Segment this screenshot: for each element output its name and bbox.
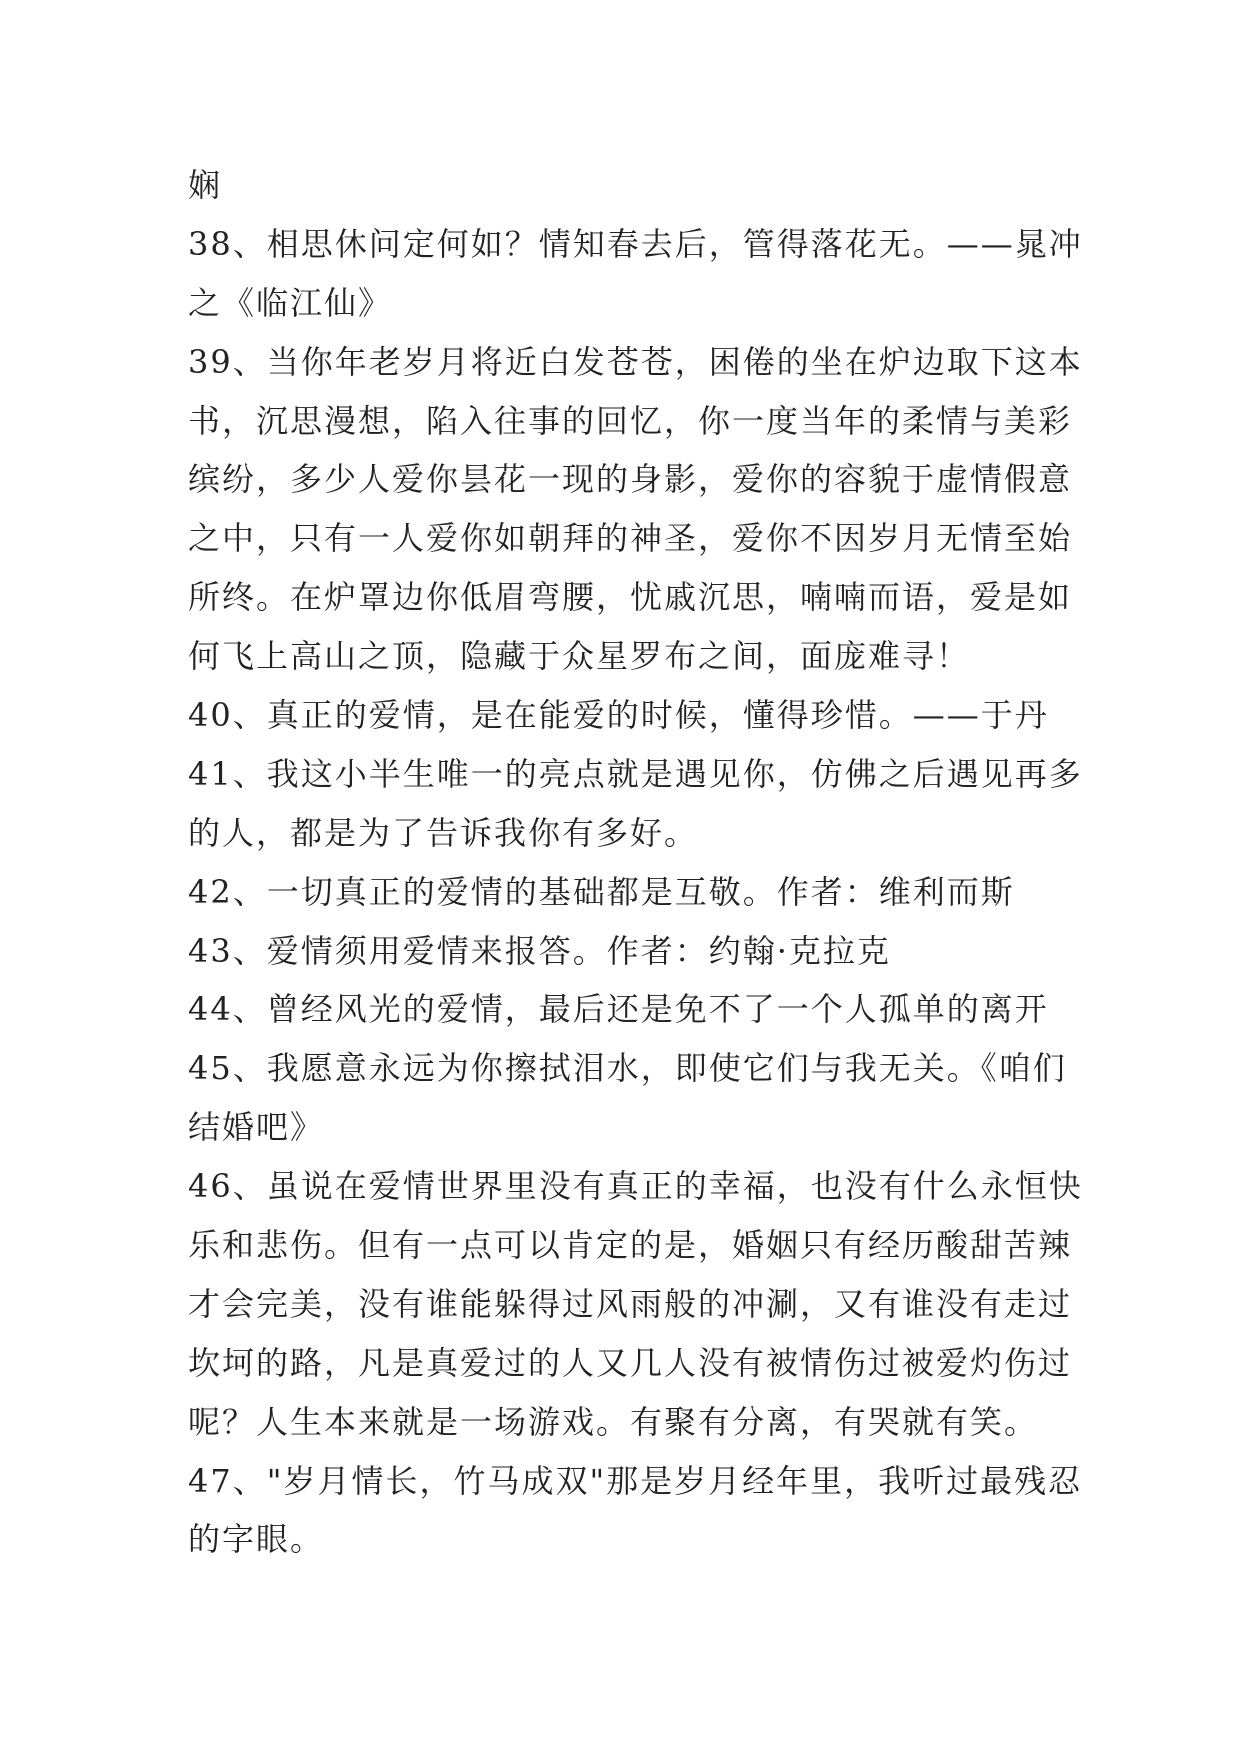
text-line: 何飞上高山之顶，隐藏于众星罗布之间，面庞难寻！ xyxy=(188,637,971,676)
text-line: 呢？人生本来就是一场游戏。有聚有分离，有哭就有笑。 xyxy=(188,1402,1039,1441)
text-line: 42、一切真正的爱情的基础都是互敬。作者：维利而斯 xyxy=(188,872,1015,911)
text-line: 38、相思休问定何如？情知春去后，管得落花无。——晁冲 xyxy=(188,224,1083,263)
text-line: 之中，只有一人爱你如朝拜的神圣，爱你不因岁月无情至始 xyxy=(188,519,1073,558)
text-line: 46、虽说在爱情世界里没有真正的幸福，也没有什么永恒快 xyxy=(188,1167,1083,1206)
text-line: 结婚吧》 xyxy=(188,1108,325,1147)
text-line: 娴 xyxy=(188,166,223,204)
text-line: 的字眼。 xyxy=(188,1520,325,1559)
text-line: 坎坷的路，凡是真爱过的人又几人没有被情伤过被爱灼伤过 xyxy=(188,1343,1073,1382)
text-line: 43、爱情须用爱情来报答。作者：约翰·克拉克 xyxy=(188,931,891,970)
text-line: 所终。在炉罩边你低眉弯腰，忧戚沉思，喃喃而语，爱是如 xyxy=(188,578,1073,617)
text-line: 的人，都是为了告诉我你有多好。 xyxy=(188,813,699,852)
text-line: 之《临江仙》 xyxy=(188,283,393,322)
text-line: 44、曾经风光的爱情，最后还是免不了一个人孤单的离开 xyxy=(188,990,1049,1029)
document-body xyxy=(188,156,1083,1569)
text-line: 39、当你年老岁月将近白发苍苍，困倦的坐在炉边取下这本 xyxy=(188,342,1083,381)
text-line: 书，沉思漫想，陷入往事的回忆，你一度当年的柔情与美彩 xyxy=(188,401,1073,440)
text-line: 47、"岁月情长，竹马成双"那是岁月经年里，我听过最残忍 xyxy=(188,1461,1083,1500)
text-line: 40、真正的爱情，是在能爱的时候，懂得珍惜。——于丹 xyxy=(188,696,1049,735)
text-line: 才会完美，没有谁能躲得过风雨般的冲涮，又有谁没有走过 xyxy=(188,1284,1073,1323)
text-line: 45、我愿意永远为你擦拭泪水，即使它们与我无关。《咱们 xyxy=(188,1049,1067,1088)
text-line: 41、我这小半生唯一的亮点就是遇见你，仿佛之后遇见再多 xyxy=(188,754,1083,793)
text-line: 缤纷，多少人爱你昙花一现的身影，爱你的容貌于虚情假意 xyxy=(188,460,1073,499)
text-line: 乐和悲伤。但有一点可以肯定的是，婚姻只有经历酸甜苦辣 xyxy=(188,1226,1073,1265)
